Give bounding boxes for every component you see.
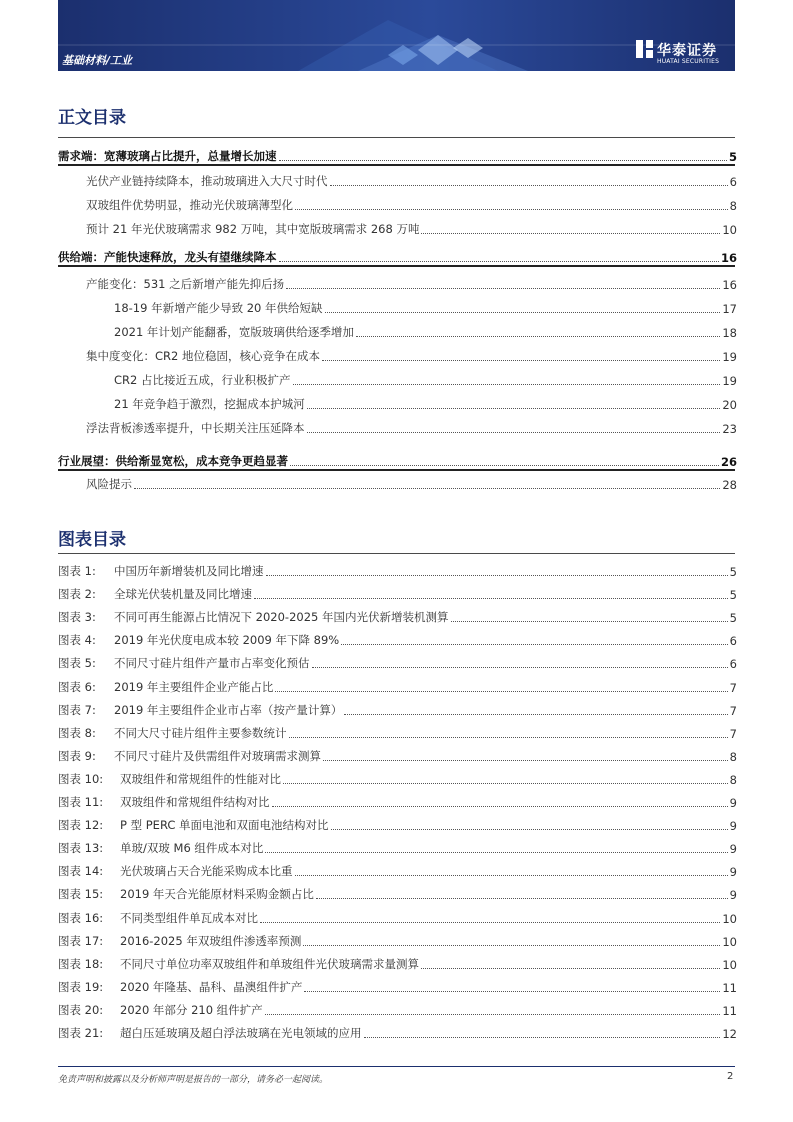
figure-title: 单玻/双玻 M6 组件成本对比 [120,841,264,855]
dot-leader [295,208,728,210]
figure-title: 不同大尺寸硅片组件主要参数统计 [114,726,287,740]
figure-label: 图表 7: [58,703,96,717]
figure-title: 光伏玻璃占天合光能采购成本比重 [120,864,293,878]
toc-entry-title: 18-19 年新增产能少导致 20 年供给短缺 [114,301,323,315]
toc-level1-underline [58,265,735,267]
dot-leader [303,944,720,946]
toc-entry[interactable] [58,195,737,213]
figures-title: 图表目录 [58,530,126,550]
toc-entry[interactable] [58,146,737,164]
toc-entry[interactable] [58,346,737,364]
dot-leader [331,828,728,830]
toc-entry-page: 8 [729,199,737,213]
figure-page: 10 [722,912,737,926]
figure-page: 9 [729,865,737,879]
toc-entry-title: 集中度变化：CR2 地位稳固，核心竞争在成本 [86,349,320,363]
dot-leader [279,159,727,161]
figure-entry[interactable] [58,723,737,741]
figure-label: 图表 20: [58,1003,104,1017]
header-banner [58,0,735,71]
page-number: 2 [727,1071,734,1082]
figure-page: 8 [729,773,737,787]
figure-entry[interactable] [58,1023,737,1041]
figure-entry[interactable] [58,954,737,972]
dot-leader [364,1036,721,1038]
toc-entry-page: 6 [729,175,737,189]
toc-entry[interactable] [58,247,737,265]
figure-page: 7 [729,704,737,718]
figure-entry[interactable] [58,908,737,926]
toc-entry-title: 供给端：产能快速释放，龙头有望继续降本 [58,250,277,264]
toc-entry-title: 21 年竞争趋于激烈，挖掘成本护城河 [114,397,305,411]
figure-title: 2019 年光伏度电成本较 2009 年下降 89% [114,633,340,647]
dot-leader [421,232,720,234]
figure-entry[interactable] [58,769,737,787]
figure-label: 图表 21: [58,1026,104,1040]
figure-label: 图表 6: [58,680,96,694]
dot-leader [421,967,720,969]
figure-page: 9 [729,796,737,810]
dot-leader [279,260,719,262]
toc-entry-title: 光伏产业链持续降本，推动玻璃进入大尺寸时代 [86,174,328,188]
figure-page: 5 [729,611,737,625]
toc-entry[interactable] [58,474,737,492]
figure-entry[interactable] [58,861,737,879]
dot-leader [307,407,721,409]
figure-entry[interactable] [58,677,737,695]
dot-leader [295,874,728,876]
dot-leader [266,574,728,576]
footer-rule [58,1066,735,1067]
figure-entry[interactable] [58,977,737,995]
figure-entry[interactable] [58,584,737,602]
dot-leader [286,287,720,289]
header-decoration [58,0,735,71]
toc-entry-title: CR2 占比接近五成，行业积极扩产 [114,373,291,387]
figure-title: 不同尺寸单位功率双玻组件和单玻组件光伏玻璃需求量测算 [120,957,419,971]
figure-title: 2020 年隆基、晶科、晶澳组件扩产 [120,980,303,994]
figure-label: 图表 12: [58,818,104,832]
toc-entry-title: 产能变化：531 之后新增产能先抑后扬 [86,277,285,291]
figure-title: 2016-2025 年双玻组件渗透率预测 [120,934,302,948]
figure-entry[interactable] [58,1000,737,1018]
toc-entry-page: 10 [722,223,737,237]
figure-page: 6 [729,634,737,648]
dot-leader [330,184,728,186]
dot-leader [312,666,728,668]
figure-title: 2019 年天合光能原材料采购金额占比 [120,887,314,901]
toc-entry[interactable] [58,219,737,237]
dot-leader [260,921,720,923]
dot-leader [265,851,727,853]
toc-entry-page: 20 [722,398,737,412]
logo-english-text: HUATAI SECURITIES [657,58,720,65]
figure-title: 双玻组件和常规组件的性能对比 [120,772,281,786]
dot-leader [323,759,728,761]
toc-entry-page: 16 [722,278,737,292]
figure-title: 2019 年主要组件企业产能占比 [114,680,274,694]
figure-entry[interactable] [58,561,737,579]
figure-entry[interactable] [58,607,737,625]
toc-entry[interactable] [58,370,737,388]
figure-page: 9 [729,842,737,856]
figure-title: 2019 年主要组件企业市占率（按产量计算） [114,703,343,717]
report-category: 基础材料/工业 [62,54,133,67]
figure-page: 9 [729,888,737,902]
dot-leader [254,597,728,599]
dot-leader [307,431,721,433]
dot-leader [451,620,728,622]
figure-entry[interactable] [58,700,737,718]
toc-level1-underline [58,164,735,166]
figure-entry[interactable] [58,931,737,949]
dot-leader [356,335,720,337]
toc-entry[interactable] [58,418,737,436]
toc-entry-title: 浮法背板渗透率提升，中长期关注压延降本 [86,421,305,435]
dot-leader [322,359,720,361]
dot-leader [344,713,727,715]
figure-page: 10 [722,958,737,972]
toc-entry-title: 双玻组件优势明显，推动光伏玻璃薄型化 [86,198,293,212]
figure-title: 2020 年部分 210 组件扩产 [120,1003,263,1017]
toc-level1-underline [58,469,735,471]
figure-title: 不同类型组件单瓦成本对比 [120,911,258,925]
toc-entry-page: 17 [722,302,737,316]
figure-label: 图表 9: [58,749,96,763]
toc-entry-title: 2021 年计划产能翻番，宽版玻璃供给逐季增加 [114,325,354,339]
figure-label: 图表 5: [58,656,96,670]
figure-label: 图表 17: [58,934,104,948]
figure-label: 图表 14: [58,864,104,878]
figure-label: 图表 1: [58,564,96,578]
figure-page: 12 [722,1027,737,1041]
figure-label: 图表 18: [58,957,104,971]
figure-title: 不同可再生能源占比情况下 2020-2025 年国内光伏新增装机测算 [114,610,449,624]
figure-title: 超白压延玻璃及超白浮法玻璃在光电领域的应用 [120,1026,362,1040]
dot-leader [304,990,720,992]
toc-title: 正文目录 [58,108,126,128]
figure-entry[interactable] [58,630,737,648]
figure-page: 10 [722,935,737,949]
figure-label: 图表 3: [58,610,96,624]
toc-entry[interactable] [58,171,737,189]
dot-leader [316,897,728,899]
figure-title: 中国历年新增装机及同比增速 [114,564,264,578]
toc-entry-page: 16 [720,251,737,265]
figure-entry[interactable] [58,815,737,833]
dot-leader [275,690,727,692]
toc-entry[interactable] [58,298,737,316]
figure-label: 图表 16: [58,911,104,925]
toc-entry-page: 18 [722,326,737,340]
toc-entry[interactable] [58,394,737,412]
dot-leader [289,736,728,738]
dot-leader [290,464,719,466]
dot-leader [325,311,721,313]
figure-label: 图表 8: [58,726,96,740]
figure-page: 9 [729,819,737,833]
toc-entry-page: 19 [722,350,737,364]
dot-leader [341,643,727,645]
toc-entry-page: 19 [722,374,737,388]
dot-leader [283,782,728,784]
figure-label: 图表 2: [58,587,96,601]
figure-entry[interactable] [58,653,737,671]
toc-rule [58,137,735,138]
figure-label: 图表 19: [58,980,104,994]
dot-leader [265,1013,721,1015]
toc-entry-page: 23 [722,422,737,436]
figure-label: 图表 15: [58,887,104,901]
huatai-logo [635,36,735,68]
figure-entry[interactable] [58,746,737,764]
dot-leader [272,805,728,807]
dot-leader [134,487,720,489]
toc-entry-title: 行业展望：供给渐显宽松，成本竞争更趋显著 [58,454,288,468]
toc-entry[interactable] [58,322,737,340]
toc-entry-title: 预计 21 年光伏玻璃需求 982 万吨，其中宽版玻璃需求 268 万吨 [86,222,420,236]
figure-title: 不同尺寸硅片及供需组件对玻璃需求测算 [114,749,321,763]
figure-page: 11 [722,1004,737,1018]
figure-label: 图表 10: [58,772,104,786]
figure-label: 图表 13: [58,841,104,855]
figure-page: 6 [729,657,737,671]
toc-entry-page: 5 [728,150,737,164]
figure-title: P 型 PERC 单面电池和双面电池结构对比 [120,818,329,832]
figure-label: 图表 11: [58,795,104,809]
figure-entry[interactable] [58,884,737,902]
figure-page: 11 [722,981,737,995]
figure-title: 不同尺寸硅片组件产量市占率变化预估 [114,656,310,670]
figure-title: 双玻组件和常规组件结构对比 [120,795,270,809]
toc-entry[interactable] [58,274,737,292]
figure-label: 图表 4: [58,633,96,647]
logo-mark-icon [635,38,655,60]
toc-entry-page: 28 [722,478,737,492]
toc-entry-title: 需求端：宽薄玻璃占比提升，总量增长加速 [58,149,277,163]
toc-entry-page: 26 [720,455,737,469]
toc-entry[interactable] [58,451,737,469]
figure-entry[interactable] [58,838,737,856]
figure-page: 7 [729,681,737,695]
logo-chinese-text: 华泰证券 [657,43,717,59]
figure-page: 7 [729,727,737,741]
figure-page: 8 [729,750,737,764]
figure-entry[interactable] [58,792,737,810]
footer-disclaimer: 免责声明和披露以及分析师声明是报告的一部分，请务必一起阅读。 [58,1075,329,1085]
figure-page: 5 [729,588,737,602]
figure-page: 5 [729,565,737,579]
figures-rule [58,553,735,554]
toc-entry-title: 风险提示 [86,477,132,491]
figure-title: 全球光伏装机量及同比增速 [114,587,252,601]
dot-leader [293,383,721,385]
